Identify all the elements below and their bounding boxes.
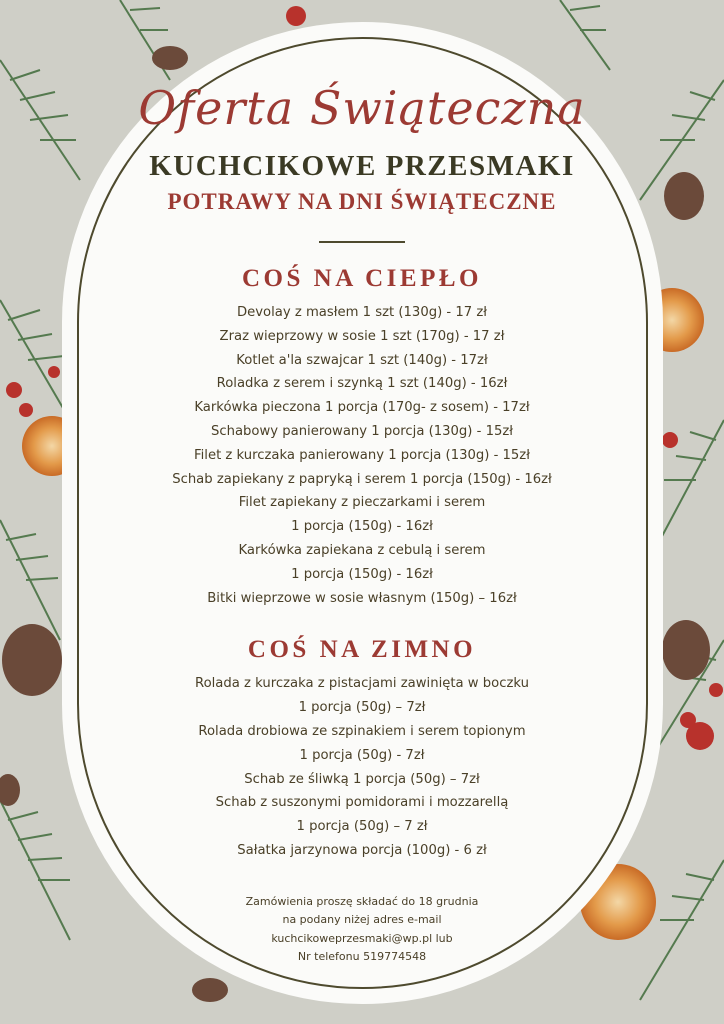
menu-item: 1 porcja (150g) - 16zł	[291, 566, 433, 582]
section-title-cold: COŚ NA ZIMNO	[247, 636, 477, 664]
offer-title: Oferta Świąteczna	[138, 81, 586, 135]
menu-item: Kotlet a'la szwajcar 1 szt (140g) - 17zł	[236, 352, 488, 368]
menu-item: Schabowy panierowany 1 porcja (130g) - 15zł	[210, 423, 514, 439]
menu-item: Zraz wieprzowy w sosie 1 szt (170g) - 17 zł	[219, 328, 505, 344]
cold-dishes-list	[100, 672, 624, 862]
menu-item: Rolada drobiowa ze szpinakiem i serem topionym	[198, 723, 526, 739]
menu-item: 1 porcja (50g) – 7zł	[298, 700, 426, 716]
menu-item: Schab z suszonymi pomidorami i mozzarellą	[215, 795, 509, 811]
menu-item: Rolada z kurczaka z pistacjami zawinięta w boczku	[195, 676, 529, 692]
menu-item: Filet zapiekany z pieczarkami i serem	[238, 495, 486, 511]
divider	[319, 241, 405, 243]
menu-item: 1 porcja (150g) - 16zł	[291, 519, 433, 535]
menu-item: Sałatka jarzynowa porcja (100g) - 6 zł	[237, 842, 487, 858]
hot-dishes-list	[100, 301, 624, 610]
menu-item: 1 porcja (50g) – 7 zł	[296, 819, 428, 835]
menu-item: Karkówka zapiekana z cebulą i serem	[238, 542, 486, 558]
order-info	[100, 893, 624, 967]
order-instruction: na podany niżej adres e-mail	[282, 913, 442, 927]
brand-name: KUCHCIKOWE PRZESMAKI	[149, 150, 575, 182]
menu-item: Bitki wieprzowe w sosie własnym (150g) – 16zł	[207, 590, 517, 606]
menu-item: Roladka z serem i szynką 1 szt (140g) - 16zł	[216, 376, 508, 392]
menu-item: 1 porcja (50g) - 7zł	[299, 747, 425, 763]
section-title-hot: COŚ NA CIEPŁO	[242, 265, 482, 292]
menu-item: Karkówka pieczona 1 porcja (170g- z sosem) - 17zł	[194, 400, 530, 416]
menu-subtitle: POTRAWY NA DNI ŚWIĄTECZNE	[167, 189, 557, 214]
menu-content	[100, 70, 624, 967]
order-deadline: Zamówienia proszę składać do 18 grudnia	[245, 894, 479, 908]
menu-item: Filet z kurczaka panierowany 1 porcja (130g) - 15zł	[194, 447, 530, 463]
menu-item: Devolay z masłem 1 szt (130g) - 17 zł	[236, 305, 488, 320]
menu-item: Schab ze śliwką 1 porcja (50g) – 7zł	[244, 771, 480, 787]
order-email: kuchcikoweprzesmaki@wp.pl lub	[271, 931, 453, 945]
menu-item: Schab zapiekany z papryką i serem 1 porcja (150g) - 16zł	[172, 471, 552, 487]
order-phone: Nr telefonu 519774548	[297, 950, 427, 964]
